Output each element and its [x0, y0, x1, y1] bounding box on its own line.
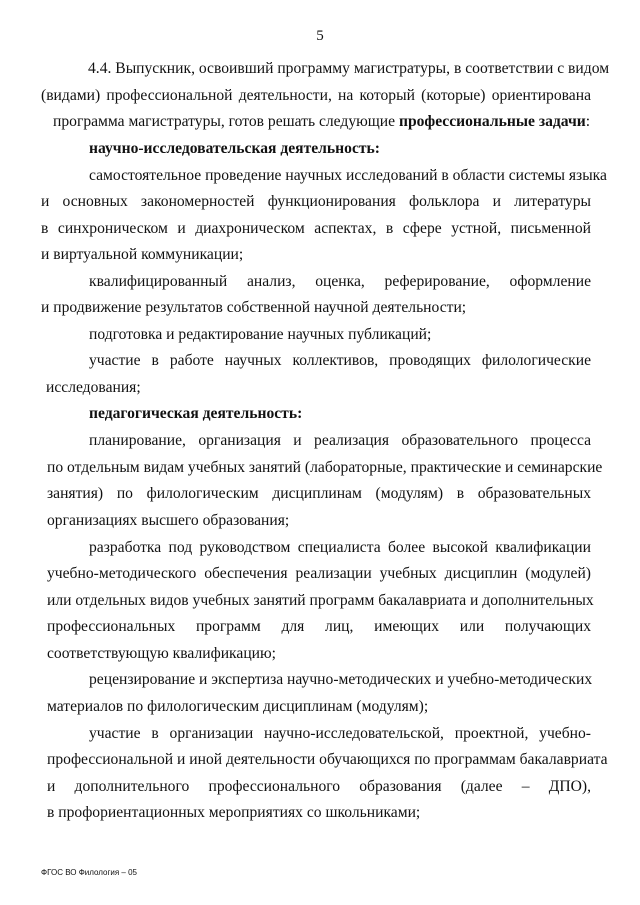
text-line: соответствующую квалификацию;	[47, 645, 276, 662]
text-line: и виртуальной коммуникации;	[41, 246, 244, 263]
footer-label: ФГОС ВО Филология – 05	[41, 868, 138, 877]
text-span: :	[585, 113, 591, 130]
text-line: самостоятельное проведение научных исследований в области системы языка	[89, 167, 607, 184]
text-line: и продвижение результатов собственной научной деятельности;	[41, 299, 467, 316]
text-line: и основных закономерностей функционирования фольклора и литературы	[41, 193, 591, 210]
text-line: профессиональных программ для лиц, имеющих или получающих	[47, 618, 591, 635]
text-line: рецензирование и экспертиза научно-методических и учебно-методических	[89, 671, 593, 688]
section-heading-pedagogical: педагогическая деятельность:	[89, 405, 303, 422]
text-line: по отдельным видам учебных занятий (лабораторные, практические и семинарские	[47, 459, 603, 476]
text-line: исследования;	[46, 379, 141, 396]
text-line: организациях высшего образования;	[47, 512, 290, 529]
section-heading-research: научно-исследовательская деятельность:	[89, 140, 380, 157]
text-line: подготовка и редактирование научных публикаций;	[89, 326, 432, 343]
text-line: участие в работе научных коллективов, проводящих филологические	[89, 352, 591, 369]
bold-phrase: профессиональные задачи	[398, 113, 586, 130]
text-line: в синхроническом и диахроническом аспектах, в сфере устной, письменной	[41, 220, 591, 237]
text-line: или отдельных видов учебных занятий программ бакалавриата и дополнительных	[47, 592, 594, 609]
text-line: разработка под руководством специалиста более высокой квалификации	[89, 539, 591, 556]
text-line: и дополнительного профессионального образования (далее – ДПО),	[47, 778, 591, 795]
text-line: профессиональной и иной деятельности обучающихся по программам бакалавриата	[47, 751, 608, 768]
text-line: в профориентационных мероприятиях со школьниками;	[47, 804, 421, 821]
text-line: участие в организации научно-исследовательской, проектной, учебно-	[89, 725, 591, 742]
text-line	[53, 112, 603, 131]
text-line: планирование, организация и реализация образовательного процесса	[89, 432, 591, 449]
text-line: (видами) профессиональной деятельности, на который (которые) ориентирована	[41, 87, 591, 104]
text-line: занятия) по филологическим дисциплинам (модулям) в образовательных	[47, 485, 591, 502]
text-line: 4.4. Выпускник, освоивший программу магистратуры, в соответствии с видом	[88, 60, 610, 77]
text-line: квалифицированный анализ, оценка, реферирование, оформление	[89, 273, 591, 290]
page-number: 5	[316, 28, 324, 44]
text-line: материалов по филологическим дисциплинам (модулям);	[47, 698, 429, 715]
text-line: учебно-методического обеспечения реализации учебных дисциплин (модулей)	[47, 565, 591, 582]
text-span: программа магистратуры, готов решать следующие	[53, 113, 399, 130]
